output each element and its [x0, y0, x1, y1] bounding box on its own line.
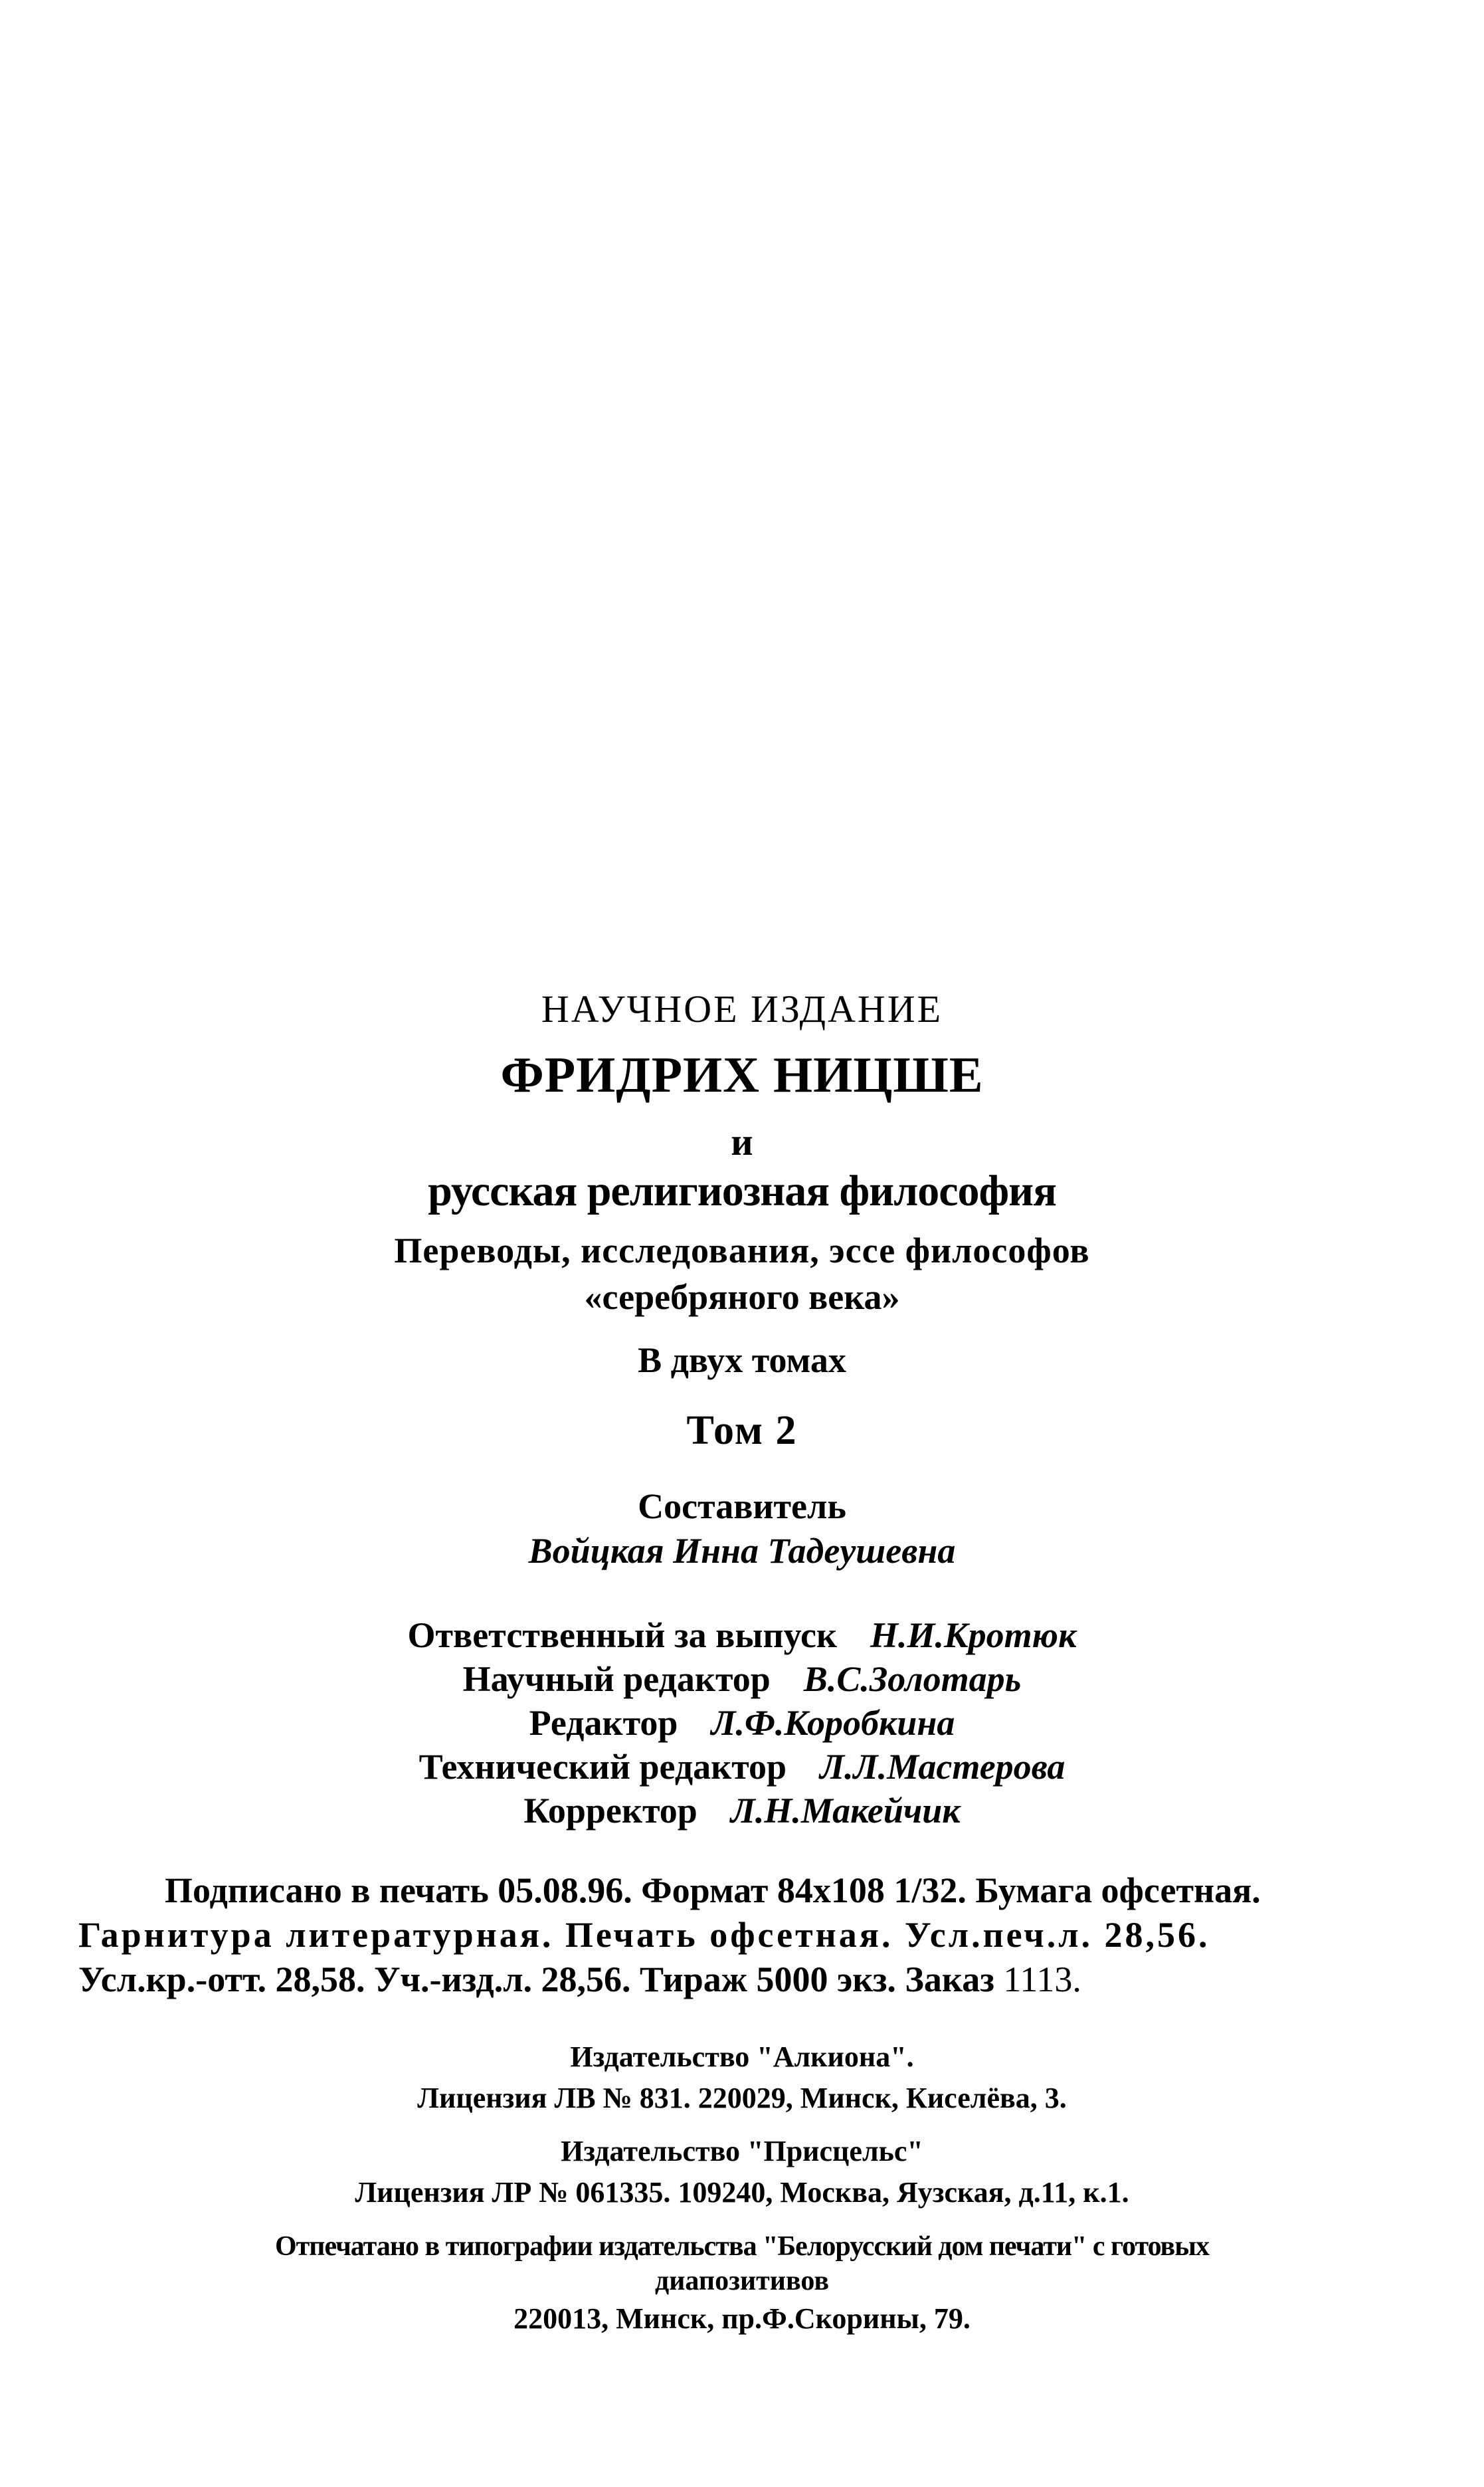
- volumes-note: В двух томах: [638, 1340, 846, 1380]
- imprint-line-2: Гарнитура литературная. Печать офсетная. Усл.печ.л. 28,56.: [78, 1915, 1210, 1955]
- staff-role: Научный редактор: [462, 1659, 771, 1699]
- staff-name: Л.Ф.Коробкина: [711, 1703, 955, 1743]
- printer-line-1: Отпечатано в типографии издательства "Белорусский дом печати" с готовых: [274, 2231, 1209, 2262]
- staff-name: Л.Н.Макейчик: [730, 1791, 961, 1831]
- compiler-name: Войцкая Инна Тадеушевна: [528, 1531, 956, 1571]
- staff-role: Корректор: [523, 1791, 697, 1831]
- printer-line-2: диапозитивов: [654, 2266, 830, 2296]
- printer-address: 220013, Минск, пр.Ф.Скорины, 79.: [513, 2302, 971, 2335]
- imprint-line-1: Подписано в печать 05.08.96. Формат 84x108 1/32. Бумага офсетная.: [165, 1870, 1261, 1910]
- book-title-conjunction: и: [731, 1120, 753, 1163]
- staff-name: Н.И.Кротюк: [870, 1615, 1077, 1655]
- book-title-main: ФРИДРИХ НИЦШЕ: [500, 1047, 984, 1103]
- staff-row: [0, 1705, 1484, 1741]
- series-label: НАУЧНОЕ ИЗДАНИЕ: [541, 987, 943, 1031]
- publisher-1-name: Издательство "Алкиона".: [570, 2040, 914, 2073]
- publisher-1-license: Лицензия ЛВ № 831. 220029, Минск, Киселёва, 3.: [417, 2082, 1067, 2114]
- subtitle-line-2: «серебряного века»: [584, 1277, 900, 1317]
- volume-number: Том 2: [686, 1408, 798, 1453]
- staff-name: В.С.Золотарь: [803, 1659, 1022, 1699]
- staff-name: Л.Л.Мастерова: [820, 1747, 1066, 1787]
- staff-row: [0, 1793, 1484, 1829]
- staff-row: [0, 1749, 1484, 1785]
- subtitle-line-1: Переводы, исследования, эссе философов: [394, 1231, 1090, 1270]
- compiler-label: Составитель: [638, 1486, 846, 1526]
- staff-row: [0, 1617, 1484, 1653]
- staff-role: Ответственный за выпуск: [407, 1615, 838, 1655]
- book-title-sub: русская религиозная философия: [428, 1167, 1056, 1215]
- publisher-2-license: Лицензия ЛР № 061335. 109240, Москва, Яузская, д.11, к.1.: [355, 2176, 1129, 2209]
- imprint-line-3-text: Усл.кр.-отт. 28,58. Уч.-изд.л. 28,56. Тираж 5000 экз. Заказ: [78, 1959, 994, 1999]
- publisher-2-name: Издательство "Присцельс": [561, 2135, 923, 2167]
- staff-row: [0, 1661, 1484, 1697]
- staff-role: Редактор: [529, 1703, 678, 1743]
- staff-role: Технический редактор: [418, 1747, 787, 1787]
- imprint-line-3: [78, 1961, 1395, 1997]
- order-number: 1113.: [1003, 1959, 1081, 1999]
